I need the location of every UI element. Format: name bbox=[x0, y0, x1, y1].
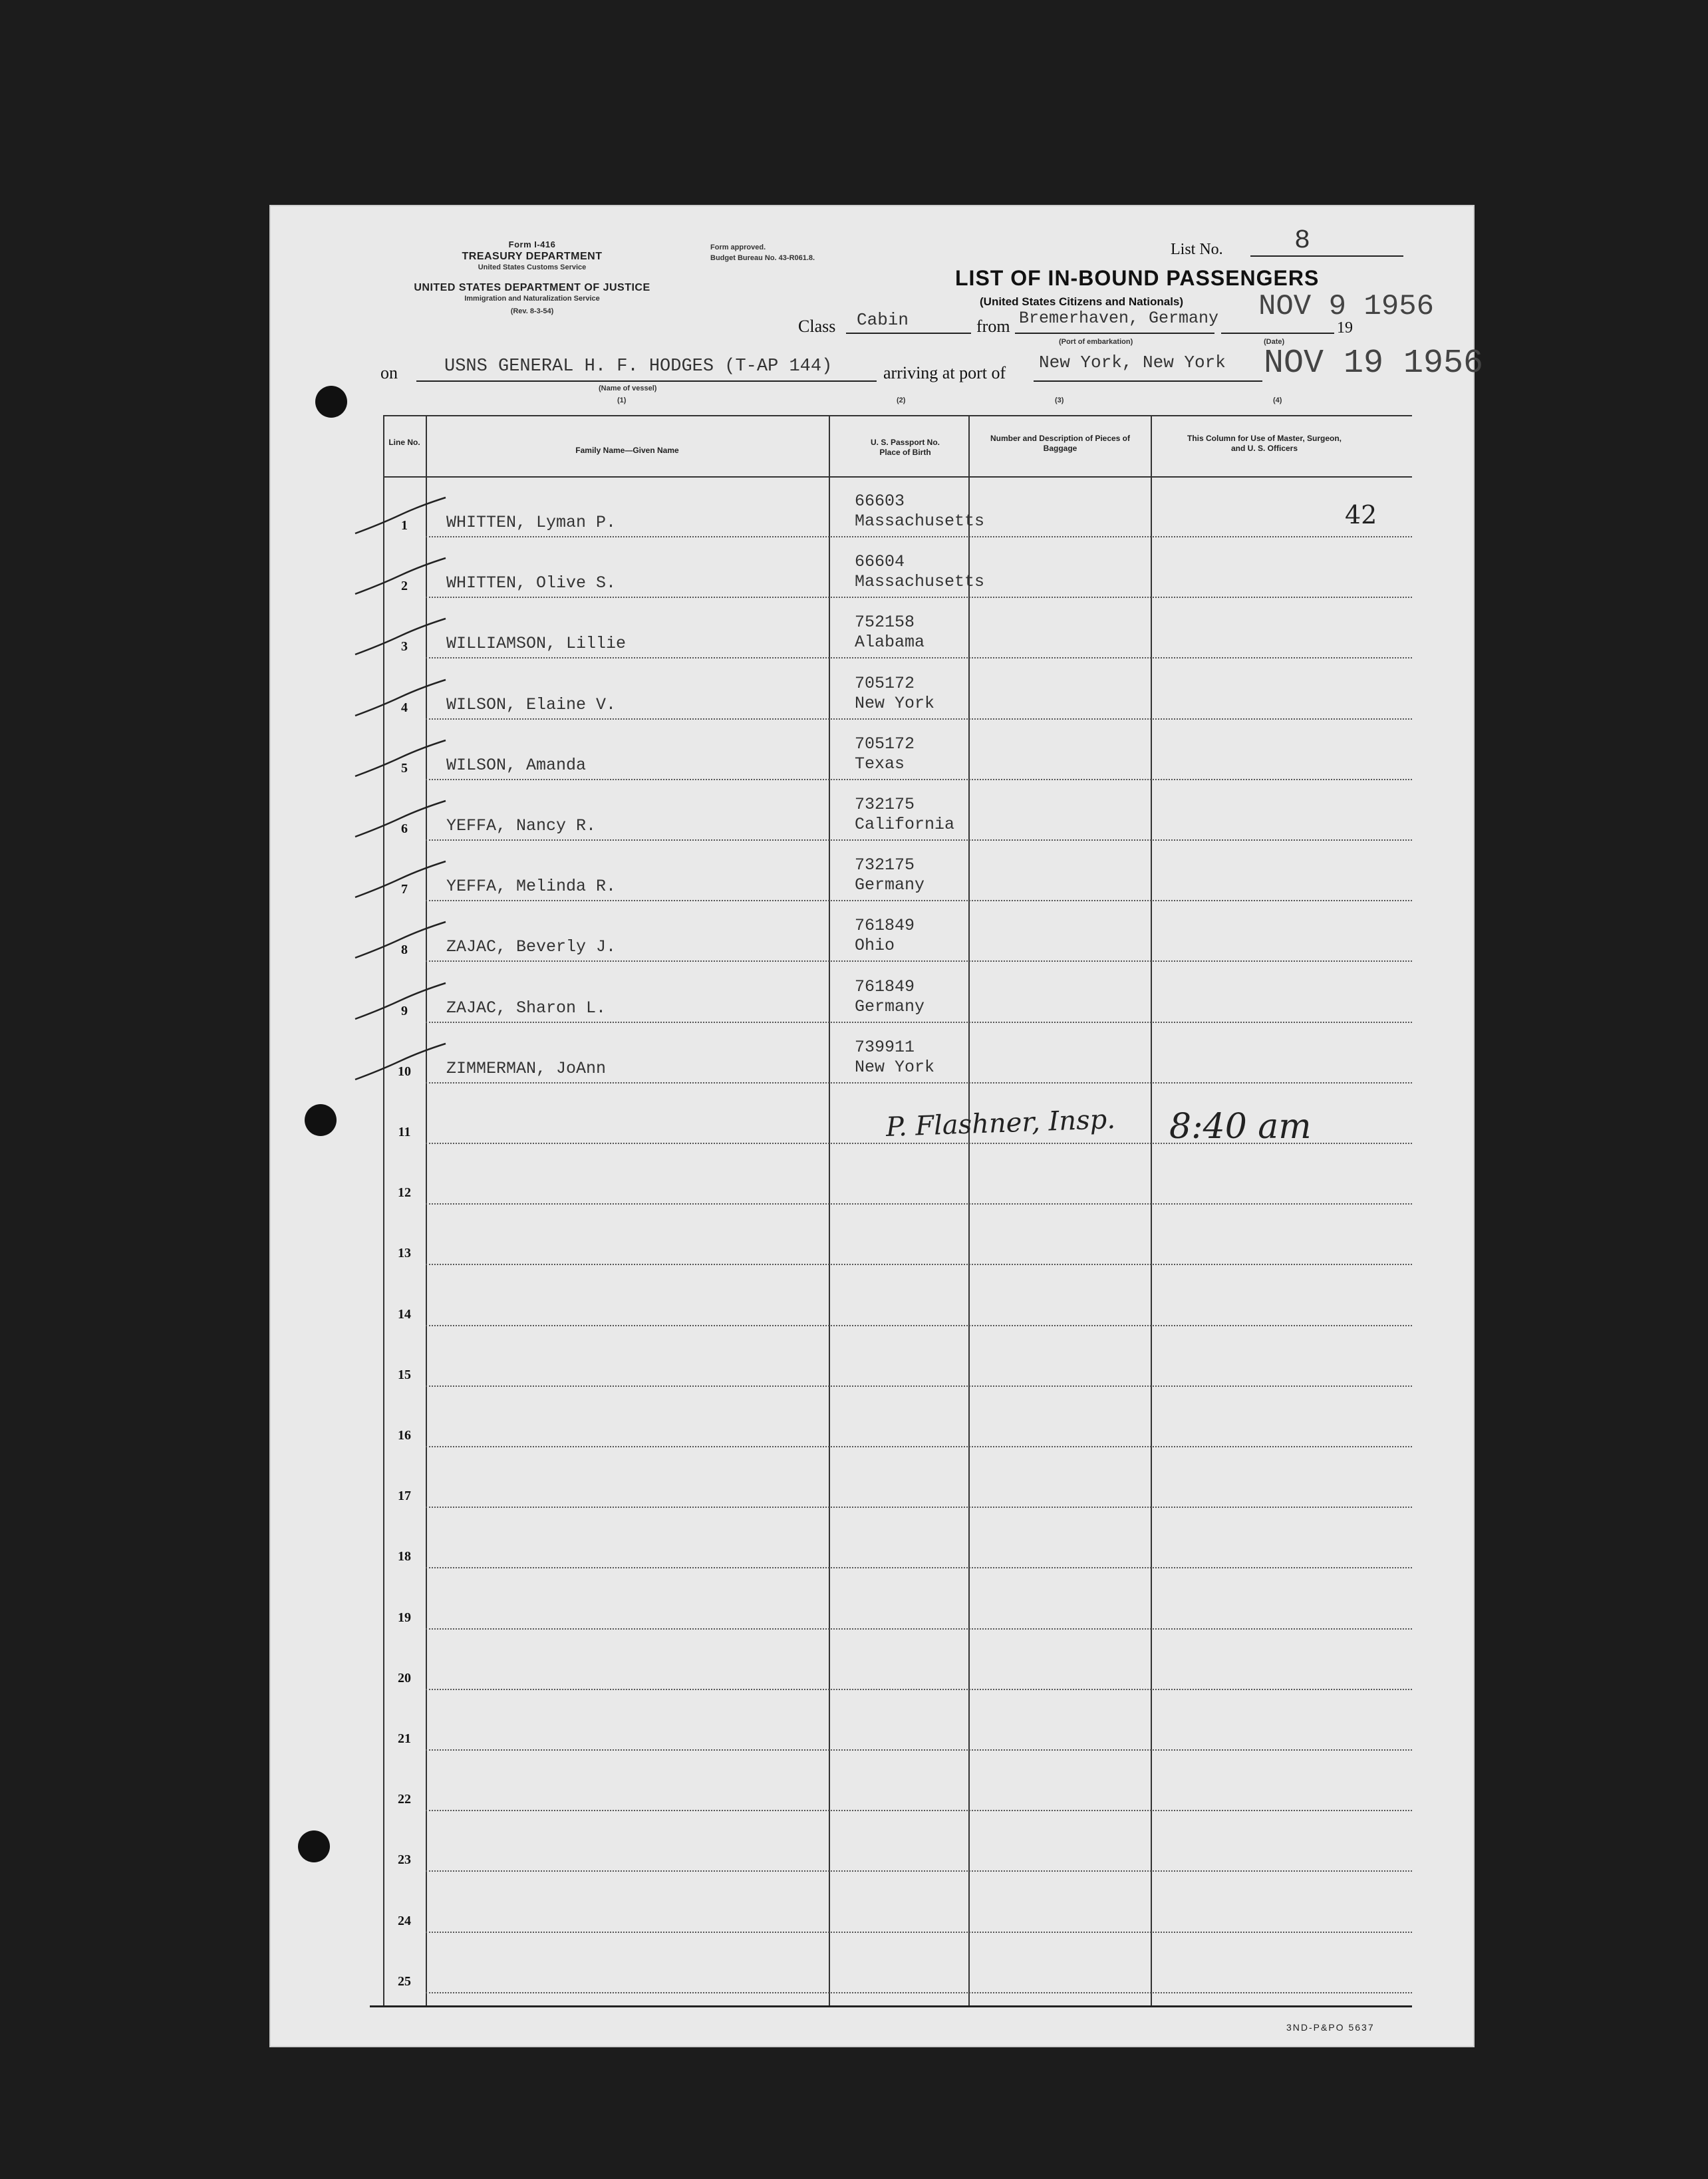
table-row bbox=[383, 658, 1412, 720]
check-mark-icon bbox=[354, 919, 447, 959]
line-number: 17 bbox=[398, 1489, 411, 1504]
page-subtitle: (United States Citizens and Nationals) bbox=[980, 295, 1184, 308]
table-row bbox=[383, 1022, 1412, 1084]
check-mark-icon bbox=[354, 1041, 447, 1081]
col-2-number: (2) bbox=[897, 396, 906, 404]
passport-number: 705172 bbox=[855, 734, 915, 754]
customs-service: United States Customs Service bbox=[478, 263, 587, 271]
place-of-birth: Massachusetts bbox=[855, 511, 985, 531]
check-mark-icon bbox=[354, 980, 447, 1020]
check-mark-icon bbox=[354, 555, 447, 595]
port-embarkation-label: (Port of embarkation) bbox=[1059, 338, 1133, 346]
punch-hole bbox=[305, 1104, 337, 1136]
place-of-birth: Texas bbox=[855, 754, 905, 774]
place-of-birth: Ohio bbox=[855, 936, 895, 956]
check-mark-icon bbox=[354, 859, 447, 899]
line-number: 4 bbox=[401, 700, 408, 715]
check-mark-icon bbox=[354, 738, 447, 778]
passenger-name: YEFFA, Melinda R. bbox=[446, 877, 617, 897]
header-passport: U. S. Passport No. Place of Birth bbox=[870, 438, 940, 457]
print-stamp: 3ND-P&PO 5637 bbox=[1286, 2022, 1375, 2033]
line-number: 15 bbox=[398, 1367, 411, 1382]
header-officers: This Column for Use of Master, Surgeon, and U. S. Officers bbox=[1187, 434, 1342, 453]
arrival-date-stamp: NOV 19 1956 bbox=[1264, 345, 1484, 382]
line-number: 10 bbox=[398, 1064, 411, 1079]
from-label: from bbox=[976, 317, 1010, 336]
check-mark-icon bbox=[354, 616, 447, 656]
header-name: Family Name—Given Name bbox=[575, 446, 679, 455]
table-row bbox=[383, 1447, 1412, 1508]
line-number: 22 bbox=[398, 1792, 411, 1807]
line-number: 3 bbox=[401, 639, 408, 654]
inspector-signature: P. Flashner, Insp. bbox=[885, 1103, 1116, 1143]
vessel-label: (Name of vessel) bbox=[599, 384, 657, 392]
treasury-dept: TREASURY DEPARTMENT bbox=[462, 251, 603, 262]
date-stamp: NOV 9 1956 bbox=[1258, 290, 1435, 323]
col-4-number: (4) bbox=[1273, 396, 1282, 404]
passenger-name: YEFFA, Nancy R. bbox=[446, 816, 597, 835]
arriving-port: New York, New York bbox=[1039, 353, 1226, 372]
passport-number: 66604 bbox=[855, 552, 905, 572]
date-line bbox=[1221, 333, 1334, 334]
place-of-birth: Alabama bbox=[855, 633, 925, 653]
list-no-line bbox=[1250, 255, 1403, 257]
from-line bbox=[1015, 333, 1214, 334]
check-mark-icon bbox=[354, 677, 447, 717]
table-row bbox=[383, 1265, 1412, 1326]
passport-number: 739911 bbox=[855, 1037, 915, 1057]
table-row bbox=[383, 1932, 1412, 1993]
passenger-name: ZIMMERMAN, JoAnn bbox=[446, 1058, 607, 1078]
ins-service: Immigration and Naturalization Service bbox=[464, 295, 600, 303]
passport-number: 761849 bbox=[855, 976, 915, 996]
line-number: 2 bbox=[401, 579, 408, 594]
passport-number: 705172 bbox=[855, 673, 915, 693]
list-no-value: 8 bbox=[1294, 226, 1311, 256]
place-of-birth: Germany bbox=[855, 996, 925, 1016]
line-number: 16 bbox=[398, 1428, 411, 1443]
line-number: 25 bbox=[398, 1973, 411, 1989]
col-3-number: (3) bbox=[1055, 396, 1064, 404]
table-row bbox=[383, 962, 1412, 1023]
date-printed-year: 19 bbox=[1337, 319, 1353, 337]
table-row bbox=[383, 537, 1412, 598]
place-of-birth: Germany bbox=[855, 875, 925, 895]
check-mark-icon bbox=[354, 495, 447, 535]
table-row bbox=[383, 1568, 1412, 1630]
time-note: 8:40 am bbox=[1169, 1107, 1312, 1147]
count-note: 42 bbox=[1345, 500, 1377, 529]
passport-number: 66603 bbox=[855, 492, 905, 511]
place-of-birth: New York bbox=[855, 1057, 935, 1077]
passenger-name: ZAJAC, Sharon L. bbox=[446, 998, 607, 1018]
passenger-name: WILLIAMSON, Lillie bbox=[446, 634, 627, 654]
table-row bbox=[383, 1750, 1412, 1811]
line-number: 8 bbox=[401, 943, 408, 958]
place-of-birth: California bbox=[855, 815, 955, 834]
header-baggage: Number and Description of Pieces of Baggage bbox=[990, 434, 1131, 453]
table-row bbox=[383, 1507, 1412, 1568]
passenger-name: WILSON, Amanda bbox=[446, 755, 587, 775]
line-number: 24 bbox=[398, 1913, 411, 1928]
passenger-name: WHITTEN, Olive S. bbox=[446, 573, 617, 593]
table-row bbox=[383, 1326, 1412, 1387]
list-no-label: List No. bbox=[1171, 241, 1223, 258]
line-number: 20 bbox=[398, 1670, 411, 1685]
punch-hole bbox=[315, 386, 347, 418]
row-rule bbox=[426, 1992, 1412, 1993]
table-row bbox=[383, 1629, 1412, 1690]
table-row bbox=[383, 1204, 1412, 1265]
class-value: Cabin bbox=[857, 310, 909, 330]
table-row bbox=[383, 840, 1412, 901]
budget-bureau: Budget Bureau No. 43-R061.8. bbox=[710, 254, 815, 262]
table-row bbox=[383, 1811, 1412, 1872]
line-number: 13 bbox=[398, 1246, 411, 1261]
table-row bbox=[383, 901, 1412, 962]
line-number: 7 bbox=[401, 882, 408, 897]
line-number: 1 bbox=[401, 518, 408, 533]
place-of-birth: Massachusetts bbox=[855, 572, 985, 592]
form-number: Form I-416 bbox=[508, 239, 556, 249]
form-approved: Form approved. bbox=[710, 243, 766, 251]
table-row bbox=[383, 1386, 1412, 1447]
passenger-name: ZAJAC, Beverly J. bbox=[446, 937, 617, 957]
line-number: 6 bbox=[401, 821, 408, 836]
date-label: (Date) bbox=[1264, 338, 1285, 346]
passport-number: 761849 bbox=[855, 916, 915, 936]
passport-number: 732175 bbox=[855, 795, 915, 814]
page-title: LIST OF IN-BOUND PASSENGERS bbox=[955, 266, 1320, 290]
passenger-table bbox=[383, 415, 1412, 2007]
line-number: 14 bbox=[398, 1306, 411, 1322]
table-row bbox=[383, 1689, 1412, 1751]
punch-hole bbox=[298, 1830, 330, 1862]
check-mark-icon bbox=[354, 798, 447, 838]
line-number: 19 bbox=[398, 1610, 411, 1625]
line-number: 12 bbox=[398, 1185, 411, 1201]
line-number: 11 bbox=[398, 1125, 411, 1139]
col-1-number: (1) bbox=[617, 396, 627, 404]
table-top-border bbox=[383, 415, 1412, 416]
passport-number: 752158 bbox=[855, 613, 915, 633]
table-row bbox=[383, 1143, 1412, 1205]
passenger-name: WILSON, Elaine V. bbox=[446, 694, 617, 714]
table-row bbox=[383, 476, 1412, 537]
vessel-name: USNS GENERAL H. F. HODGES (T-AP 144) bbox=[444, 357, 833, 376]
arriving-line bbox=[1034, 380, 1262, 382]
table-row bbox=[383, 1872, 1412, 1933]
passport-number: 732175 bbox=[855, 855, 915, 875]
place-of-birth: New York bbox=[855, 693, 935, 713]
on-label: on bbox=[380, 363, 398, 382]
header-line-no: Line No. bbox=[388, 438, 420, 447]
class-label: Class bbox=[798, 317, 836, 336]
arriving-label: arriving at port of bbox=[883, 363, 1006, 382]
line-number: 9 bbox=[401, 1003, 408, 1018]
vessel-line bbox=[416, 380, 877, 382]
class-line bbox=[846, 333, 971, 334]
line-number: 5 bbox=[401, 760, 408, 776]
justice-dept: UNITED STATES DEPARTMENT OF JUSTICE bbox=[414, 282, 650, 293]
table-row bbox=[383, 597, 1412, 658]
revision: (Rev. 8-3-54) bbox=[510, 307, 554, 315]
table-row bbox=[383, 780, 1412, 841]
line-number: 18 bbox=[398, 1549, 411, 1564]
passenger-name: WHITTEN, Lyman P. bbox=[446, 513, 617, 532]
from-value: Bremerhaven, Germany bbox=[1019, 309, 1219, 328]
table-row bbox=[383, 719, 1412, 780]
line-number: 23 bbox=[398, 1852, 411, 1868]
line-number: 21 bbox=[398, 1731, 411, 1746]
table-bottom-border bbox=[370, 2005, 1412, 2007]
